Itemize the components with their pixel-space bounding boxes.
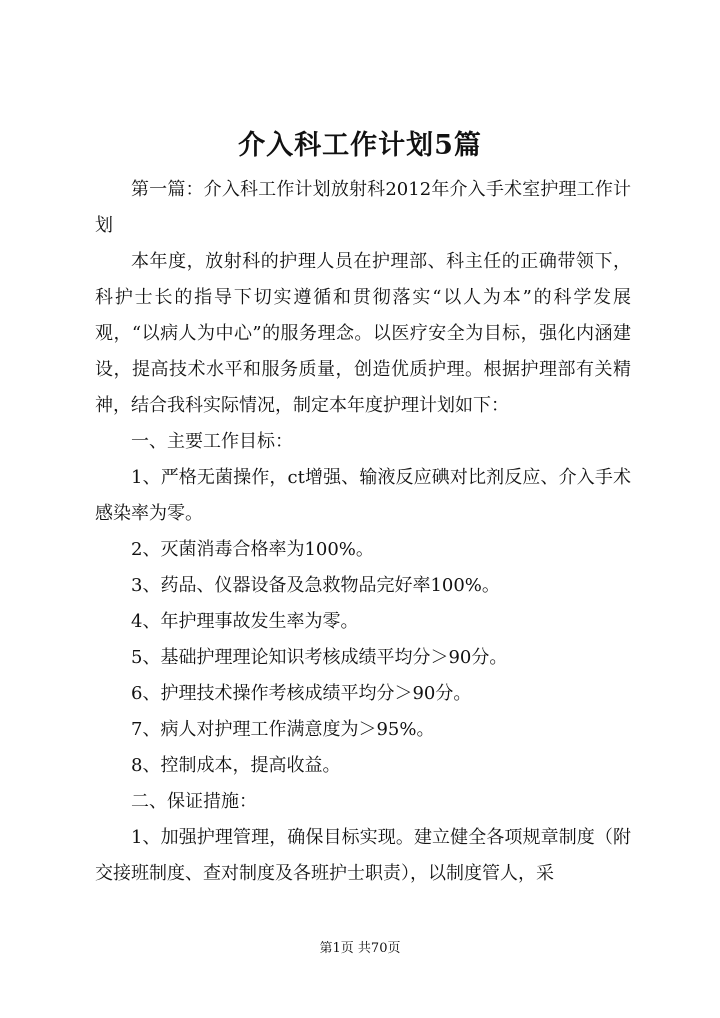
- goal-item-4: 4、年护理事故发生率为零。: [131, 611, 359, 632]
- document-body: [95, 172, 631, 892]
- document-title: 介入科工作计划5篇: [238, 130, 482, 161]
- section-heading-measures: 二、保证措施：: [131, 791, 257, 812]
- measure-item-1: 1、加强护理管理，确保目标实现。建立健全各项规章制度（附交接班制度、查对制度及各班护士职责），以制度管人，采: [95, 827, 631, 884]
- goal-item-6: 6、护理技术操作考核成绩平均分＞90分。: [131, 683, 472, 704]
- goal-item-2: 2、灭菌消毒合格率为100%。: [131, 539, 374, 560]
- page-footer: 第1页 共70页: [319, 941, 401, 956]
- section-heading-goals: 一、主要工作目标：: [131, 431, 293, 452]
- paragraph-intro: 本年度，放射科的护理人员在护理部、科主任的正确带领下，科护士长的指导下切实遵循和贯彻落实“以人为本”的科学发展观，“以病人为中心”的服务理念。以医疗安全为目标，强化内涵建设，提高技术水平和服务质量，创造优质护理。根据护理部有关精神，结合我科实际情况，制定本年度护理计划如下：: [95, 251, 631, 416]
- goal-item-8: 8、控制成本，提高收益。: [131, 755, 341, 776]
- goal-item-3: 3、药品、仪器设备及急救物品完好率100%。: [131, 575, 500, 596]
- goal-item-5: 5、基础护理理论知识考核成绩平均分＞90分。: [131, 647, 508, 668]
- paragraph-heading-first: 第一篇：介入科工作计划放射科2012年介入手术室护理工作计划: [95, 179, 631, 236]
- goal-item-1: 1、严格无菌操作，ct增强、输液反应碘对比剂反应、介入手术感染率为零。: [95, 467, 631, 524]
- goal-item-7: 7、病人对护理工作满意度为＞95%。: [131, 719, 435, 740]
